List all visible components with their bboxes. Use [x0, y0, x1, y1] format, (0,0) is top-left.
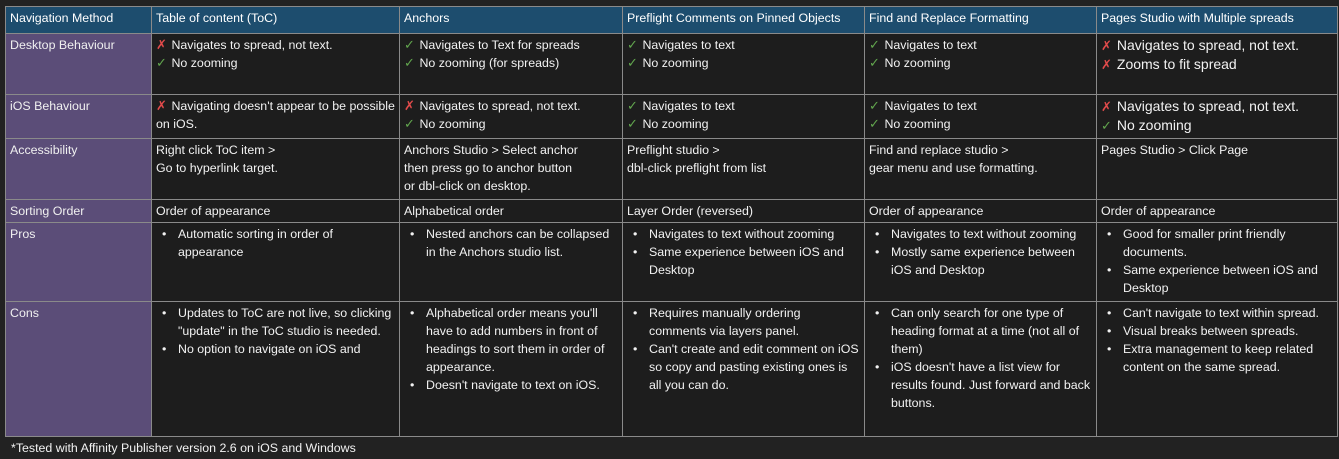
cell-text: dbl-click preflight from list [627, 160, 767, 175]
list-item: • Updates to ToC are not live, so clicking "update" in the ToC studio is needed. [168, 304, 395, 340]
cross-mark-icon: ✗ [404, 98, 415, 114]
status-line [1101, 116, 1333, 135]
cell-text: No zooming [884, 56, 951, 70]
table-cell [865, 95, 1097, 139]
column-header: Navigation Method [6, 7, 152, 34]
table-cell [865, 301, 1097, 436]
cell-text: Navigates to spread, not text. [1116, 37, 1299, 53]
bullet-list [404, 304, 618, 394]
status-line [404, 97, 618, 115]
row-label: Sorting Order [6, 199, 152, 222]
column-header: Anchors [400, 7, 623, 34]
table-cell: Alphabetical order [400, 199, 623, 222]
cell-text: Pages Studio > Click Page [1101, 142, 1249, 157]
table-cell [1097, 223, 1338, 301]
list-item: • Navigates to text without zooming [881, 225, 1092, 243]
list-item: • Requires manually ordering comments via layers panel. [639, 304, 860, 340]
status-line [156, 97, 395, 133]
cross-mark-icon: ✗ [156, 98, 167, 114]
table-cell [623, 301, 865, 436]
bullet-list [404, 225, 618, 261]
list-item: • Mostly same experience between iOS and Desktop [881, 243, 1092, 279]
cell-text: Zooms to fit spread [1116, 56, 1237, 72]
table-cell [152, 138, 400, 199]
table-row-sorting-order [6, 199, 1338, 222]
cell-text: No zooming [171, 56, 238, 70]
table-cell [623, 95, 865, 139]
list-item: • Visual breaks between spreads. [1113, 322, 1333, 340]
check-mark-icon: ✓ [627, 37, 638, 52]
cell-text: Navigates to spread, not text. [419, 99, 581, 114]
table-cell [865, 34, 1097, 95]
bullet-list [627, 304, 860, 394]
cell-text: gear menu and use formatting. [869, 160, 1038, 175]
row-label: iOS Behaviour [6, 95, 152, 139]
status-line [627, 115, 860, 133]
table-cell [400, 223, 623, 301]
list-item: • Navigates to text without zooming [639, 225, 860, 243]
table-cell [865, 138, 1097, 199]
list-item: • iOS doesn't have a list view for results found. Just forward and back buttons. [881, 358, 1092, 412]
cell-text: Navigates to text [642, 38, 735, 52]
list-item: • Can't create and edit comment on iOS so copy and pasting existing ones is all you can do. [639, 340, 860, 394]
list-item: • Can only search for one type of heading format at a time (not all of them) [881, 304, 1092, 358]
list-item: • Doesn't navigate to text on iOS. [416, 376, 618, 394]
bullet-list [869, 225, 1092, 279]
check-mark-icon: ✓ [869, 55, 880, 70]
bullet-list [869, 304, 1092, 412]
status-line [404, 115, 618, 133]
cross-mark-icon: ✗ [156, 37, 167, 52]
check-mark-icon: ✓ [627, 55, 638, 70]
table-cell [400, 34, 623, 95]
table-cell [865, 223, 1097, 301]
cell-text: Navigates to text [884, 38, 977, 52]
cell-text: No zooming [419, 117, 486, 132]
cell-text: then press go to anchor button [404, 160, 573, 175]
table-cell [1097, 138, 1338, 199]
table-cell: Order of appearance [865, 199, 1097, 222]
table-cell [623, 34, 865, 95]
bullet-list [156, 304, 395, 358]
table-cell [152, 34, 400, 95]
table-cell: Layer Order (reversed) [623, 199, 865, 222]
cell-text: No zooming (for spreads) [419, 56, 560, 70]
check-mark-icon: ✓ [404, 37, 415, 52]
cross-mark-icon: ✗ [1101, 57, 1112, 72]
table-cell [400, 95, 623, 139]
cell-text: Navigating doesn't appear to be possible on iOS. [156, 99, 395, 132]
status-line [156, 54, 395, 72]
status-line [156, 36, 395, 54]
list-item: • Alphabetical order means you'll have to add numbers in front of headings to sort them in order of appearance. [416, 304, 618, 376]
table-row-pros [6, 223, 1338, 301]
status-line [869, 36, 1092, 54]
check-mark-icon: ✓ [627, 116, 638, 132]
list-item: • No option to navigate on iOS and [168, 340, 395, 358]
list-item: • Extra management to keep related content on the same spread. [1113, 340, 1333, 376]
comparison-table [5, 6, 1338, 437]
status-line [869, 54, 1092, 72]
status-line [1101, 55, 1333, 74]
row-label: Desktop Behaviour [6, 34, 152, 95]
status-line [1101, 97, 1333, 116]
column-header: Table of content (ToC) [152, 7, 400, 34]
check-mark-icon: ✓ [156, 55, 167, 70]
row-label: Cons [6, 301, 152, 436]
cross-mark-icon: ✗ [1101, 99, 1112, 115]
table-cell [1097, 95, 1338, 139]
list-item: • Automatic sorting in order of appearance [168, 225, 395, 261]
check-mark-icon: ✓ [1101, 118, 1112, 134]
cell-text: Navigates to text [642, 99, 735, 114]
list-item: • Can't navigate to text within spread. [1113, 304, 1333, 322]
bullet-list [156, 225, 395, 261]
table-cell: Order of appearance [1097, 199, 1338, 222]
cell-text: Navigates to spread, not text. [171, 38, 333, 52]
status-line [869, 97, 1092, 115]
cell-text: No zooming [642, 117, 709, 132]
column-header: Pages Studio with Multiple spreads [1097, 7, 1338, 34]
table-row-ios-behaviour [6, 95, 1338, 139]
cell-text: Go to hyperlink target. [156, 160, 278, 175]
check-mark-icon: ✓ [627, 98, 638, 114]
cross-mark-icon: ✗ [1101, 38, 1112, 53]
bullet-list [1101, 304, 1333, 376]
table-cell [152, 301, 400, 436]
column-header: Find and Replace Formatting [865, 7, 1097, 34]
status-line [869, 115, 1092, 133]
list-item: • Good for smaller print friendly documents. [1113, 225, 1333, 261]
cell-text: or dbl-click on desktop. [404, 178, 531, 193]
table-row-desktop-behaviour [6, 34, 1338, 95]
header-row [6, 7, 1338, 34]
list-item: • Same experience between iOS and Desktop [1113, 261, 1333, 297]
table-cell [400, 301, 623, 436]
table-row-cons [6, 301, 1338, 436]
status-line [627, 36, 860, 54]
row-label: Accessibility [6, 138, 152, 199]
check-mark-icon: ✓ [869, 98, 880, 114]
list-item: • Same experience between iOS and Desktop [639, 243, 860, 279]
cell-text: Find and replace studio > [869, 142, 1009, 157]
check-mark-icon: ✓ [869, 116, 880, 132]
status-line [404, 54, 618, 72]
table-cell: Order of appearance [152, 199, 400, 222]
table-cell [1097, 34, 1338, 95]
cell-text: Navigates to Text for spreads [419, 38, 580, 52]
cell-text: No zooming [1116, 117, 1192, 134]
cell-text: Preflight studio > [627, 142, 720, 157]
check-mark-icon: ✓ [404, 116, 415, 132]
cell-text: No zooming [642, 56, 709, 70]
cell-text: Anchors Studio > Select anchor [404, 142, 578, 157]
status-line [627, 97, 860, 115]
status-line [627, 54, 860, 72]
table-cell [400, 138, 623, 199]
status-line [1101, 36, 1333, 55]
footnote: *Tested with Affinity Publisher version 2.6 on iOS and Windows [11, 441, 356, 455]
column-header: Preflight Comments on Pinned Objects [623, 7, 865, 34]
cell-text: Navigates to text [884, 99, 977, 114]
row-label: Pros [6, 223, 152, 301]
table-cell [1097, 301, 1338, 436]
check-mark-icon: ✓ [869, 37, 880, 52]
list-item: • Nested anchors can be collapsed in the Anchors studio list. [416, 225, 618, 261]
status-line [404, 36, 618, 54]
bullet-list [627, 225, 860, 279]
table-cell [623, 223, 865, 301]
table-cell [152, 223, 400, 301]
table-cell [152, 95, 400, 139]
cell-text: Navigates to spread, not text. [1116, 98, 1299, 115]
cell-text: No zooming [884, 117, 951, 132]
check-mark-icon: ✓ [404, 55, 415, 70]
bullet-list [1101, 225, 1333, 297]
cell-text: Right click ToC item > [156, 142, 276, 157]
table-cell [623, 138, 865, 199]
table-row-accessibility [6, 138, 1338, 199]
